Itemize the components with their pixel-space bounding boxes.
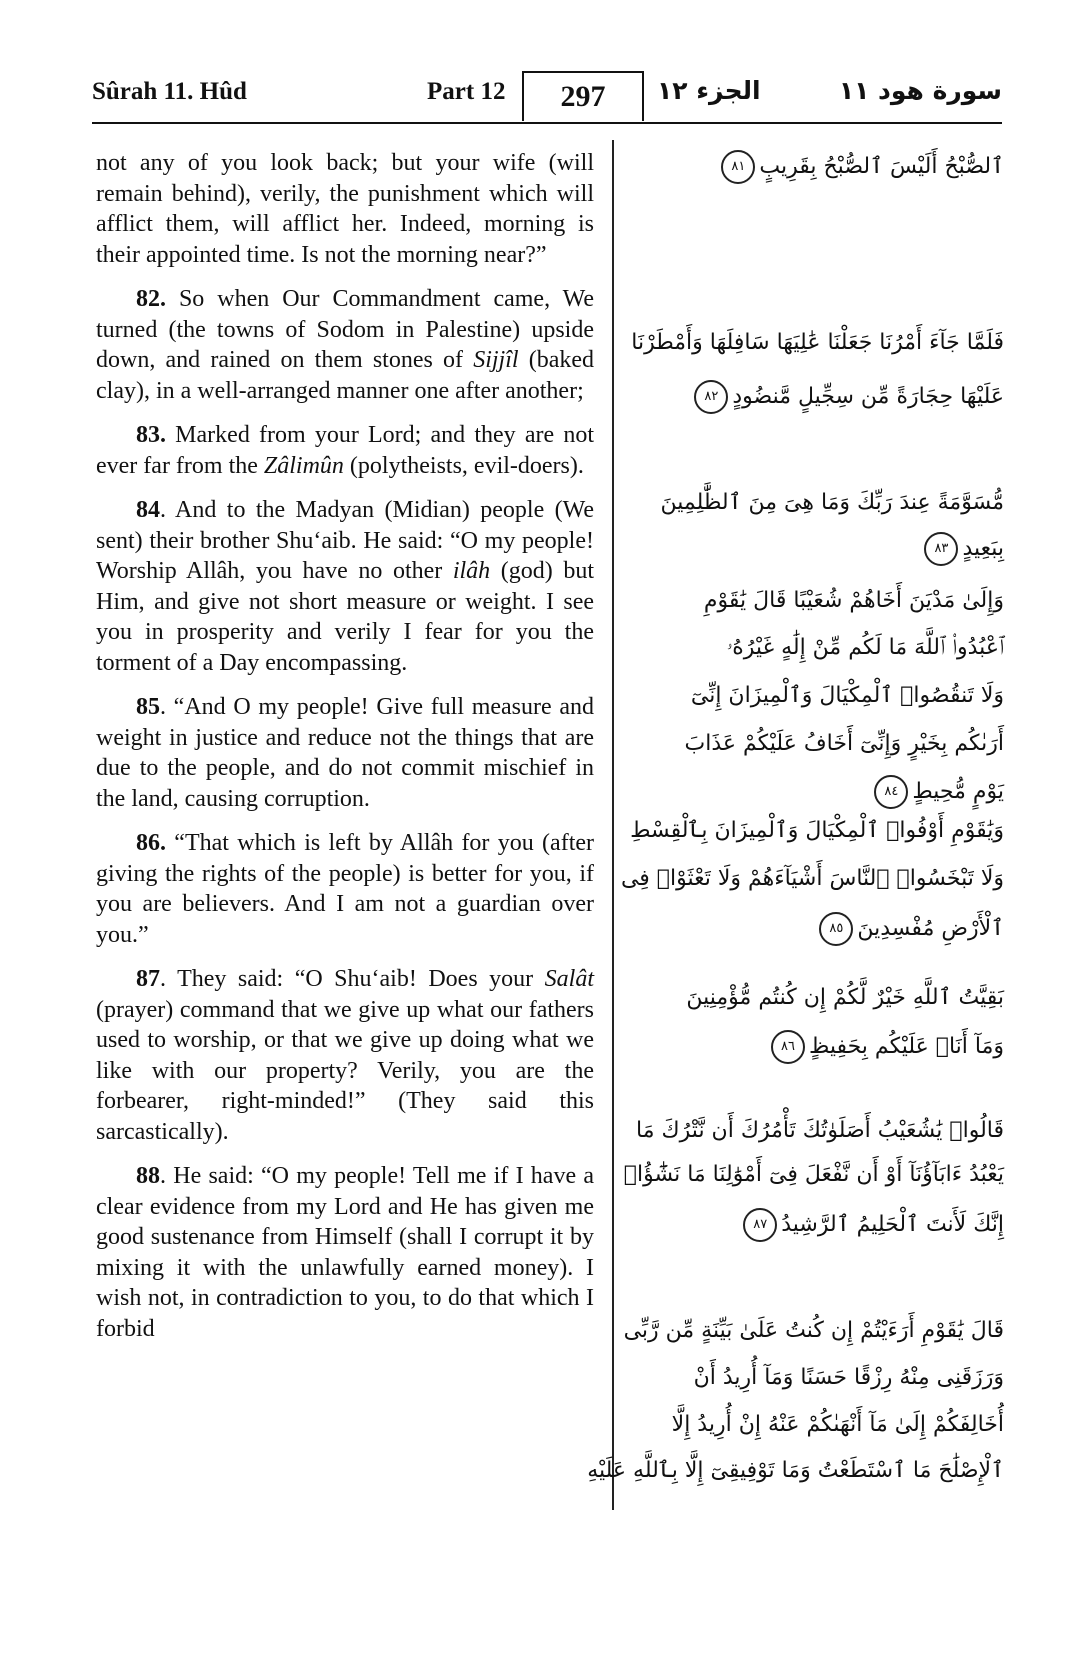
arabic-line: عَلَيْهَا حِجَارَةً مِّن سِجِّيلٍ مَّنضُودٍ٨٢ <box>664 380 1004 414</box>
verse-marker: ٨٤ <box>874 775 908 809</box>
verse-88-translation: 88. He said: “O my people! Tell me if I have a clear evidence from my Lord and He has given me good sustenance from Himself (shall I corrupt it by mixing it with the unlawfully earned money). I wish not, in contradiction to you, to do that which I forbid <box>96 1163 594 1342</box>
arabic-line: وَإِلَىٰ مَدْيَنَ أَخَاهُمْ شُعَيْبًا قَالَ يَٰقَوْمِ <box>703 588 1004 613</box>
juz-label-arabic: الجزء ١٢ <box>657 76 761 105</box>
arabic-line: وَمَآ أَنَا۠ عَلَيْكُم بِحَفِيظٍ٨٦ <box>664 1030 1004 1064</box>
verse-83-translation: 83. Marked from your Lord; and they are not ever far from the Zâlimûn (polytheists, evil-doers). <box>96 422 594 479</box>
column-divider <box>612 140 614 1510</box>
verse-86-translation: 86. “That which is left by Allâh for you (after giving the rights of the people) is better for you, if you are believers. And I am not a guardian over you.” <box>96 830 594 948</box>
verse-marker: ٨٥ <box>819 912 853 946</box>
arabic-line: ٱلصُّبْحُ أَلَيْسَ ٱلصُّبْحُ بِقَرِيبٍ٨١ <box>664 150 1004 184</box>
verse-marker: ٨٦ <box>771 1030 805 1064</box>
verse-number: 85 <box>136 694 160 720</box>
arabic-line: إِنَّكَ لَأَنتَ ٱلْحَلِيمُ ٱلرَّشِيدُ٨٧ <box>664 1208 1004 1242</box>
arabic-line: وَرَزَقَنِى مِنْهُ رِزْقًا حَسَنًا وَمَآ أُرِيدُ أَنْ <box>693 1365 1004 1390</box>
page-number: 297 <box>522 71 644 121</box>
surah-title-arabic: سورة هود ١١ <box>838 76 1002 105</box>
arabic-line: بَقِيَّتُ ٱللَّهِ خَيْرٌ لَّكُمْ إِن كُنتُم مُّؤْمِنِينَ <box>686 985 1004 1010</box>
verse-number: 86. <box>136 830 166 856</box>
arabic-line: أَرَىٰكُم بِخَيْرٍ وَإِنِّىٓ أَخَافُ عَلَيْكُمْ عَذَابَ <box>684 731 1004 756</box>
arabic-line: قَالَ يَٰقَوْمِ أَرَءَيْتُمْ إِن كُنتُ عَلَىٰ بَيِّنَةٍ مِّن رَّبِّى <box>623 1318 1004 1343</box>
verse-number: 83. <box>136 422 166 448</box>
verse-marker: ٨٧ <box>743 1208 777 1242</box>
verse-87-translation: 87. They said: “O Shu‘aib! Does your Salât (prayer) command that we give up what our fathers used to worship, or that we give up doing what we like with our property? Verily, you are the forbearer, right-minded!” (They said this sarcastically). <box>96 966 594 1145</box>
english-column <box>96 148 594 1344</box>
verse-marker: ٨٢ <box>694 380 728 414</box>
arabic-line: أُخَالِفَكُمْ إِلَىٰ مَآ أَنْهَىٰكُمْ عَنْهُ إِنْ أُرِيدُ إِلَّا <box>671 1412 1004 1437</box>
verse-number: 82. <box>136 286 166 312</box>
verse-85-translation: 85. “And O my people! Give full measure and weight in justice and reduce not the things that are due to the people, and do not commit mischief in the land, causing corruption. <box>96 694 594 812</box>
arabic-line: وَلَا تَبْخَسُوا۟ ٱلنَّاسَ أَشْيَآءَهُمْ وَلَا تَعْثَوْا۟ فِى <box>620 866 1004 891</box>
surah-title-english: Sûrah 11. Hûd <box>92 78 247 105</box>
arabic-line: يَعْبُدُ ءَابَآؤُنَآ أَوْ أَن نَّفْعَلَ فِىٓ أَمْوَٰلِنَا مَا نَشَٰٓؤُا۟ <box>623 1162 1004 1187</box>
verse-82-translation: 82. So when Our Commandment came, We turned (the towns of Sodom in Palestine) upside down, and rained on them stones of Sijjîl (baked clay), in a well-arranged manner one after another; <box>96 286 595 404</box>
verse-84-translation: 84. And to the Madyan (Midian) people (We sent) their brother Shu‘aib. He said: “O my people! Worship Allâh, you have no other ilâh (god) but Him, and give not short measure or weight. I see you in prosperity and verily I fear for you the torment of a Day encompassing. <box>96 497 595 676</box>
arabic-line: يَوْمٍ مُّحِيطٍ٨٤ <box>664 775 1004 809</box>
arabic-line: مُّسَوَّمَةً عِندَ رَبِّكَ وَمَا هِىَ مِنَ ٱلظَّٰلِمِينَ <box>660 490 1004 515</box>
verse-number: 84 <box>136 497 160 523</box>
arabic-line: وَلَا تَنقُصُوا۟ ٱلْمِكْيَالَ وَٱلْمِيزَانَ إِنِّىٓ <box>690 683 1004 708</box>
header-rule <box>92 122 1002 124</box>
arabic-line: ٱعْبُدُوا۟ ٱللَّهَ مَا لَكُم مِّنْ إِلَٰهٍ غَيْرُهُۥ <box>726 635 1004 660</box>
arabic-line: ٱلْإِصْلَٰحَ مَا ٱسْتَطَعْتُ وَمَا تَوْفِيقِىٓ إِلَّا بِٱللَّهِ عَلَيْهِ <box>587 1458 1004 1483</box>
translation-paragraph: not any of you look back; but your wife (will remain behind), verily, the punishment which will afflict them, will afflict her. Indeed, morning is their appointed time. Is not the morning near?” <box>96 150 594 268</box>
verse-number: 88 <box>136 1163 160 1189</box>
arabic-line: ٱلْأَرْضِ مُفْسِدِينَ٨٥ <box>664 912 1004 946</box>
arabic-line: وَيَٰقَوْمِ أَوْفُوا۟ ٱلْمِكْيَالَ وَٱلْمِيزَانَ بِٱلْقِسْطِ <box>630 818 1004 843</box>
page-header <box>92 72 1002 122</box>
verse-marker: ٨٣ <box>924 532 958 566</box>
part-label: Part 12 <box>427 78 506 105</box>
verse-number: 87 <box>136 966 160 992</box>
arabic-line: قَالُوا۟ يَٰشُعَيْبُ أَصَلَوٰتُكَ تَأْمُرُكَ أَن نَّتْرُكَ مَا <box>636 1118 1004 1143</box>
arabic-line: بِبَعِيدٍ٨٣ <box>664 532 1004 566</box>
verse-marker: ٨١ <box>721 150 755 184</box>
arabic-line: فَلَمَّا جَآءَ أَمْرُنَا جَعَلْنَا عَٰلِيَهَا سَافِلَهَا وَأَمْطَرْنَا <box>631 330 1004 355</box>
